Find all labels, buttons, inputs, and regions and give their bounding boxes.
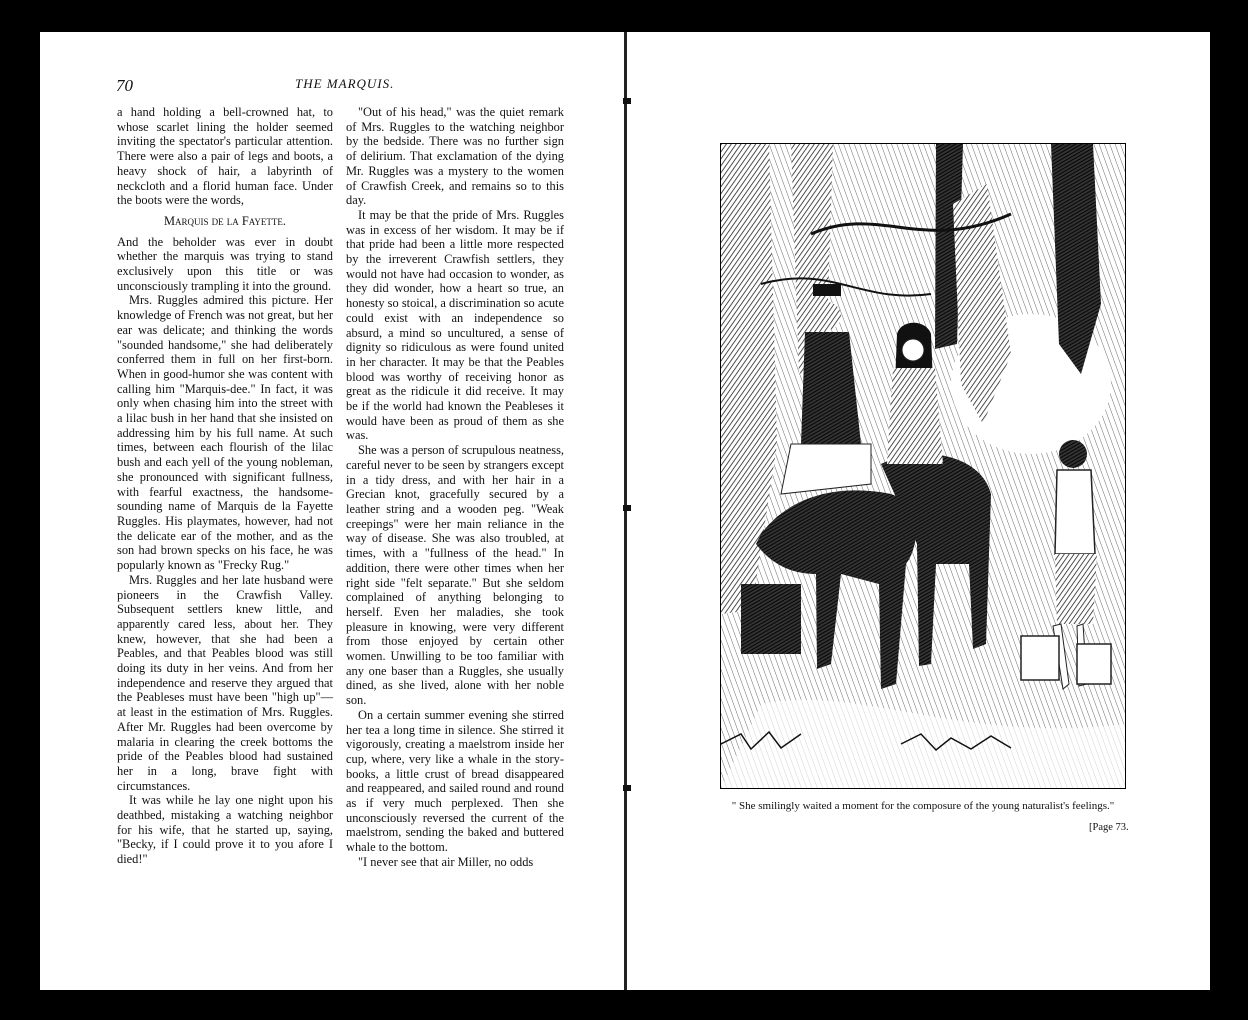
paragraph: On a certain summer evening she stirred her tea a long time in silence. She stirred it vigorously, creating a maelstrom inside her cup, where, very like a whale in the story-books, a little crust of bread disappeared and reappeared, and sailed round and round as if very much perplexed. Then she unconsciously reversed the current of the maelstrom, sending the baked and buttered whale to the bottom. (346, 707, 564, 855)
boy-trousers (1055, 554, 1097, 624)
boy-shirt (1055, 470, 1095, 554)
paragraph: It was while he lay one night upon his deathbed, mistaking a watching neighbor for his wife, that he started up, saying, "Becky, if I could prove it to you afore I died!" (117, 793, 333, 867)
man-head (813, 302, 841, 330)
girl-dress (887, 368, 943, 464)
illustration-caption: " She smilingly waited a moment for the composure of the young naturalist's feelings." (731, 800, 1115, 812)
bucket (1077, 644, 1111, 684)
engraving-illustration (720, 143, 1126, 789)
text-column-1 (117, 105, 333, 867)
scan-mark (623, 98, 631, 104)
right-page (627, 32, 1210, 990)
paragraph: "Out of his head," was the quiet remark of Mrs. Ruggles to the watching neighbor by the bedside. There was no further sign of delirium. That exclamation of the dying Mr. Ruggles was a mystery to the women of Crawfish Creek, and remains so to this day. (346, 105, 564, 208)
top-hat (813, 284, 841, 296)
page-number: 70 (116, 76, 133, 95)
left-page (40, 32, 625, 990)
text-column-2 (346, 105, 564, 870)
boy-head (1059, 440, 1087, 468)
girl-face (902, 339, 924, 361)
scan-mark (623, 785, 631, 791)
scan-mark (623, 505, 631, 511)
paragraph: It may be that the pride of Mrs. Ruggles was in excess of her wisdom. It may be if that pride had been a little more respected by the irreverent Crawfish settlers, they would not have had occasion to wonder, as they did wonder, how a heart so true, an honesty so stoical, a discrimination so acute could exist with an independence so absurd, a mind so uncultured, a sense of dignity so ridiculous as were found united in her character. It may be that the Peables blood was worthy of receiving honor as great as the ridicule it did receive. It may be if the world had known the Peableses it would have been as proud of them as she was. (346, 207, 564, 443)
page-reference: [Page 73. (1089, 822, 1129, 833)
paragraph: And the beholder was ever in doubt whether the marquis was trying to stand exclusively upon this title or was unconsciously trampling it into the ground. (117, 234, 333, 293)
water-trough (741, 584, 801, 654)
paragraph: Mrs. Ruggles and her late husband were pioneers in the Crawfish Valley. Subsequent settlers knew little, and apparently cared less, about her. They knew, however, that she had been a Peables, and that Peables blood was still doing its duty in her veins. And from her independence and reserve they argued that the Peableses must have been "high up"—at least in the estimation of Mrs. Ruggles. After Mr. Ruggles had been overcome by malaria in clearing the creek bottoms the pride of the Peables blood had sustained her in a long, brave fight with circumstances. (117, 572, 333, 793)
forest-riders-engraving (721, 144, 1125, 788)
bucket (1021, 636, 1059, 680)
running-head: THE MARQUIS. (295, 76, 395, 91)
paragraph: Mrs. Ruggles admired this picture. Her knowledge of French was not great, but her ear was delicate; and thinking the words "sounded handsome," she had deliberately conferred them in full on her first-born. When in good-humor she was content with calling him "Marquis-dee." In fact, it was only when chasing him into the street with a lilac bush in her hand that she insisted on addressing him by his full name. At such times, between each flourish of the lilac bush and each yell of the young nobleman, she pronounced with significant fullness, with fearful exactness, the handsome-sounding name of Marquis de la Fayette Ruggles. His playmates, however, had not the delicate ear of the mother, and as the son had brown specks on his face, he was popularly known as "Frecky Rug." (117, 293, 333, 573)
paragraph: She was a person of scrupulous neatness, careful never to be seen by strangers except in a tidy dress, and with her hair in a Grecian knot, gracefully secured by a leather string and a wooden peg. "Weak creepings" were her main reliance in the way of disease. She was also troubled, at times, with a "fullness of the head." In addition, there were other times when her right side "felt separate." But she seldom complained of anything belonging to herself. Even her maladies, she took pleasure in knowing, were very different from those enjoyed by certain other women. Unwilling to be too familiar with any one baser than a Ruggles, she usually dined, as she lived, alone with her noble son. (346, 443, 564, 708)
section-heading: Marquis de la Fayette. (164, 213, 286, 228)
paragraph: "I never see that air Miller, no odds (358, 854, 534, 869)
paragraph: a hand holding a bell-crowned hat, to whose scarlet lining the holder seemed inviting the spectator's particular attention. There were also a pair of legs and boots, a heavy shock of hair, a labyrinth of neckcloth and a florid human face. Under the boots were the words, (117, 105, 333, 208)
